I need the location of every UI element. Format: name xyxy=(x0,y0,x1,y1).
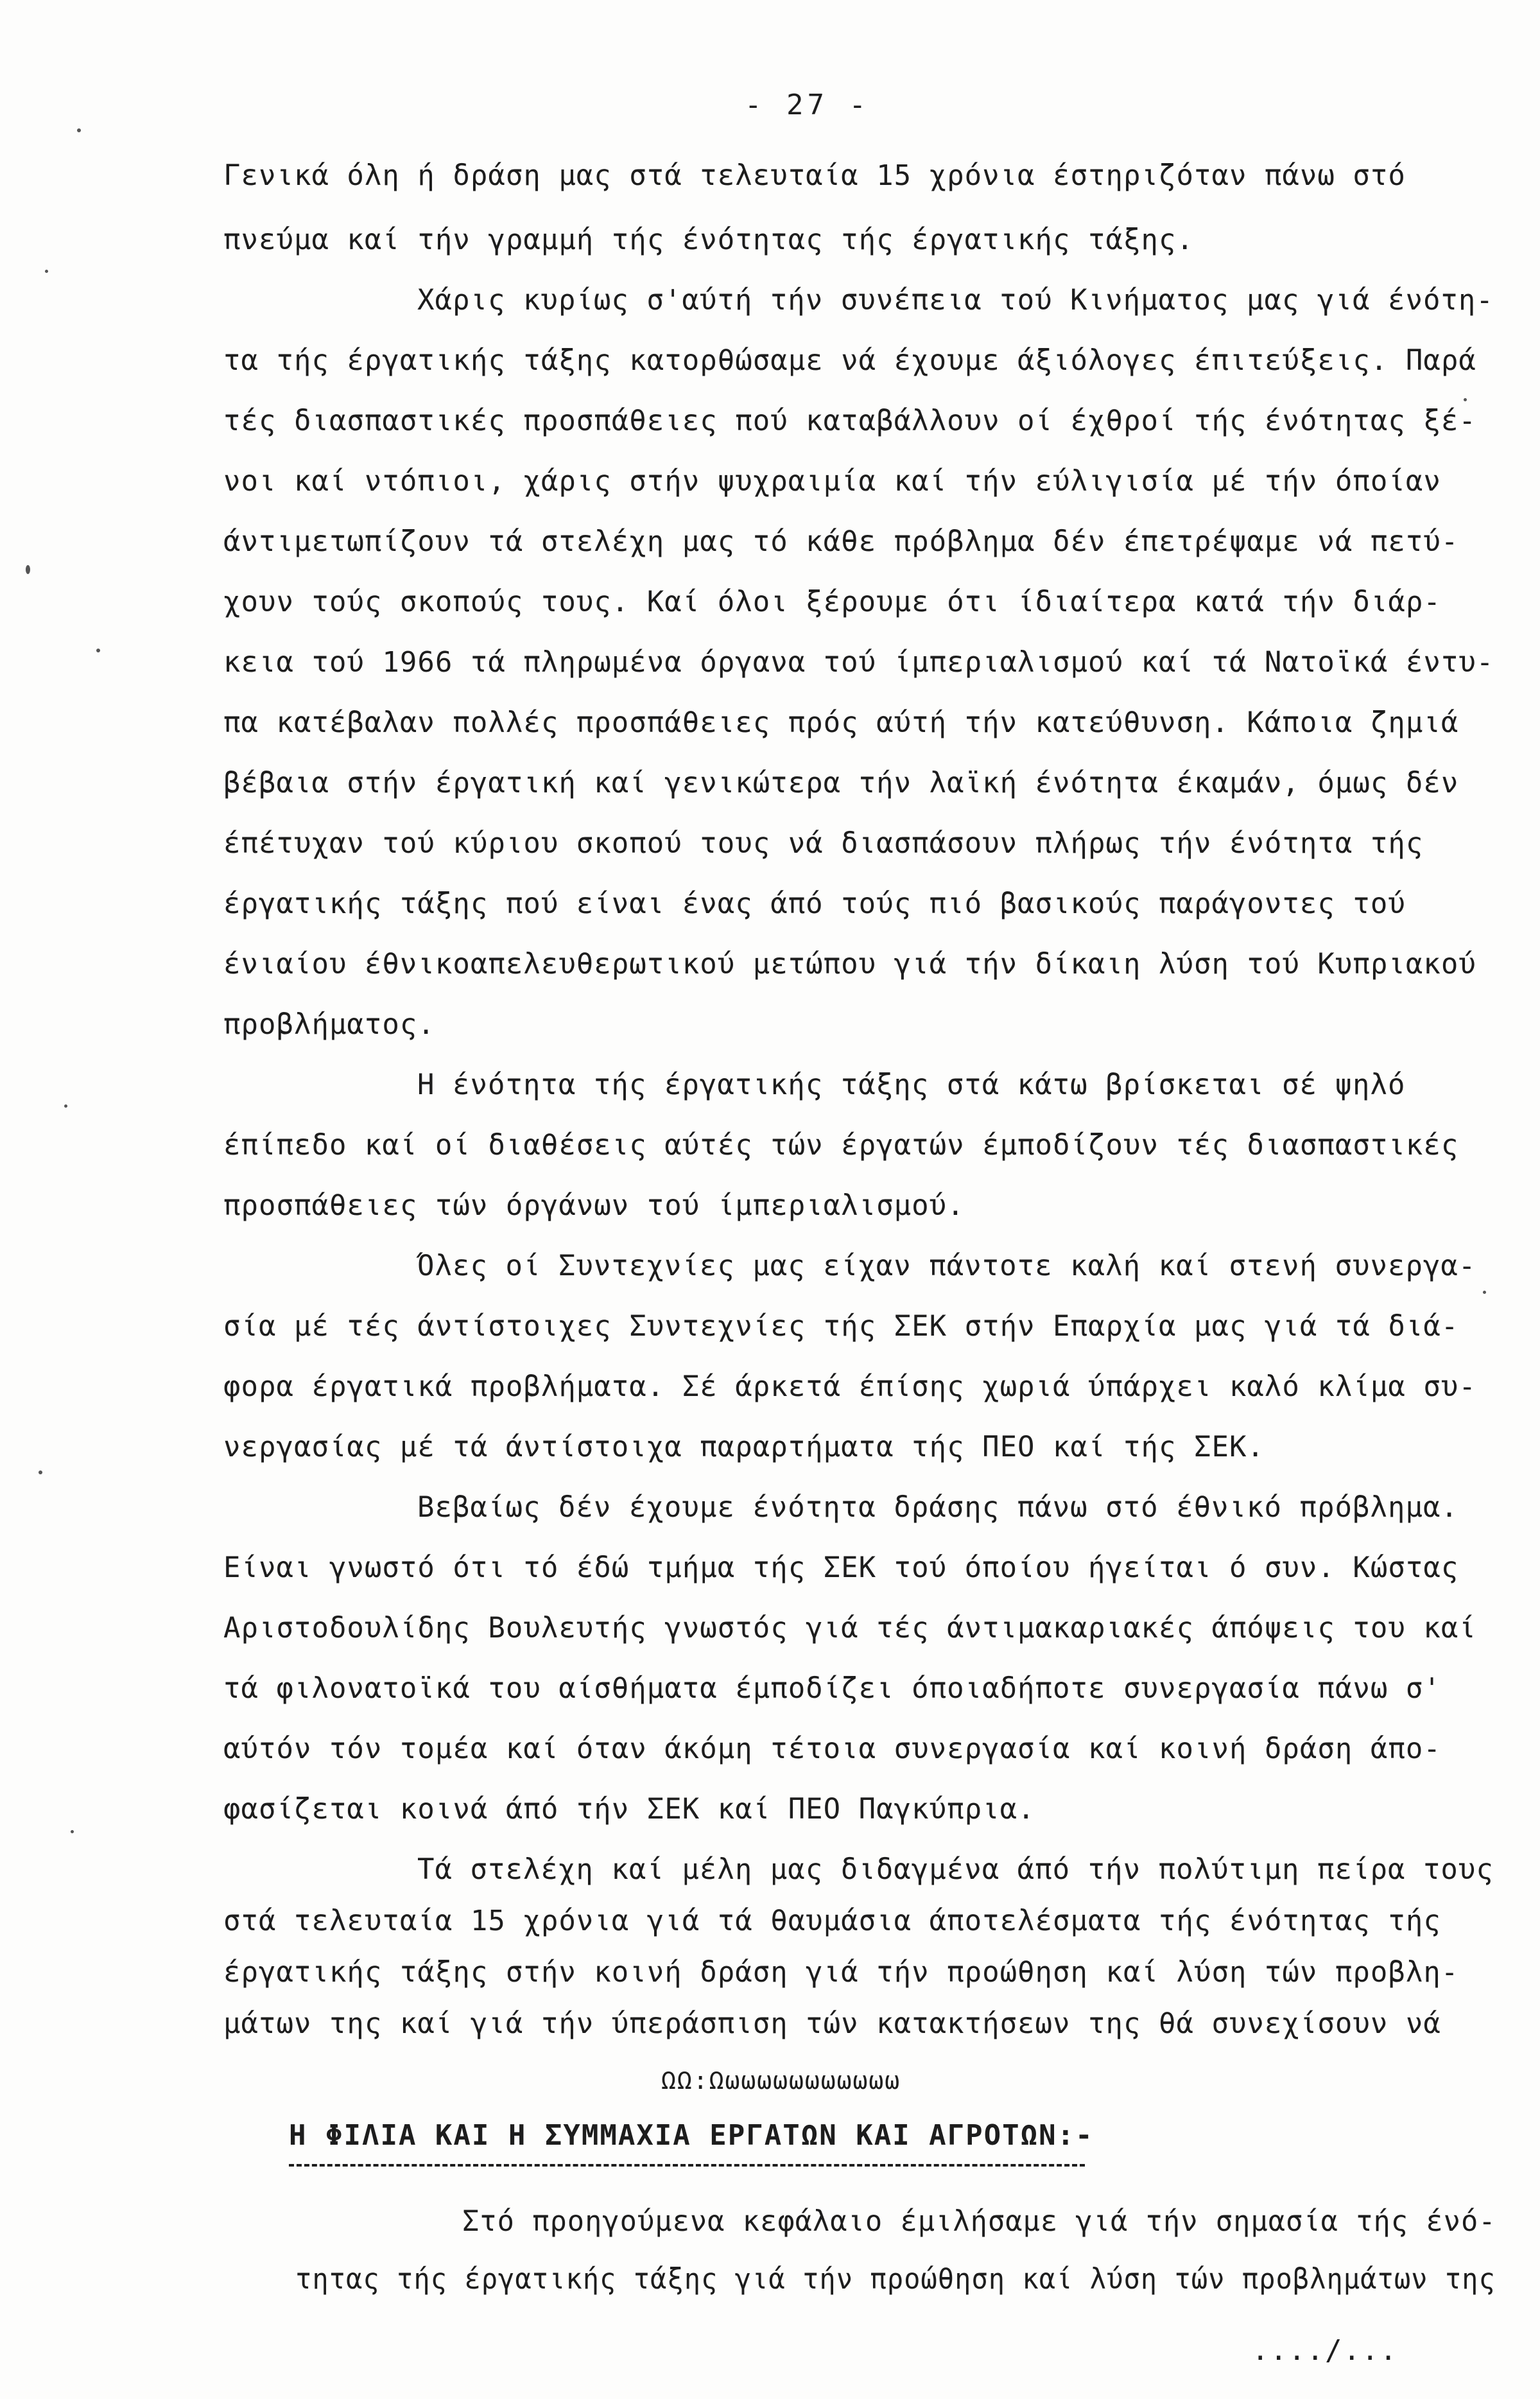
text-line: έπέτυχαν τού κύριου σκοπού τους νά διασπάσουν πλήρως τήν ένότητα τής xyxy=(223,827,1424,860)
text-line: προσπάθειες τών όργάνων τού ίμπεριαλισμού. xyxy=(223,1189,965,1222)
continuation-marker: ..../... xyxy=(1252,2334,1398,2367)
text-line: φορα έργατικά προβλήματα. Σέ άρκετά έπίσης χωριά ύπάρχει καλό κλίμα συ- xyxy=(223,1370,1476,1403)
scan-speck xyxy=(71,1830,74,1833)
scan-speck xyxy=(26,565,30,574)
text-line: αύτόν τόν τομέα καί όταν άκόμη τέτοια συνεργασία καί κοινή δράση άπο- xyxy=(223,1732,1441,1765)
scan-speck xyxy=(96,649,100,652)
text-line: νοι καί ντόπιοι, χάρις στήν ψυχραιμία καί τήν εύλιγισία μέ τήν όποίαν xyxy=(223,465,1441,498)
text-line: πα κατέβαλαν πολλές προσπάθειες πρός αύτή τήν κατεύθυνση. Κάποια ζημιά xyxy=(223,706,1459,739)
text-line: τα τής έργατικής τάξης κατορθώσαμε νά έχουμε άξιόλογες έπιτεύξεις. Παρά xyxy=(223,344,1476,377)
text-line: πνεύμα καί τήν γραμμή τής ένότητας τής έργατικής τάξης. xyxy=(223,223,1194,256)
text-line: Η ένότητα τής έργατικής τάξης στά κάτω βρίσκεται σέ ψηλό xyxy=(417,1069,1406,1101)
scan-speck xyxy=(45,270,48,273)
section-heading: Η ΦΙΛΙΑ ΚΑΙ Η ΣΥΜΜΑΧΙΑ ΕΡΓΑΤΩΝ ΚΑΙ ΑΓΡΟΤΩΝ:- xyxy=(289,2119,1094,2152)
text-line: Χάρις κυρίως σ'αύτή τήν συνέπεια τού Κινήματος μας γιά ένότη- xyxy=(417,284,1494,317)
text-line: Όλες οί Συντεχνίες μας είχαν πάντοτε καλή καί στενή συνεργα- xyxy=(417,1250,1476,1282)
scan-speck xyxy=(77,128,81,132)
text-line: τές διασπαστικές προσπάθειες πού καταβάλλουν οί έχθροί τής ένότητας ξέ- xyxy=(223,405,1476,437)
text-line: άντιμετωπίζουν τά στελέχη μας τό κάθε πρόβλημα δέν έπετρέψαμε νά πετύ- xyxy=(223,525,1459,558)
page-number: - 27 - xyxy=(745,89,870,121)
text-line: Βεβαίως δέν έχουμε ένότητα δράσης πάνω στό έθνικό πρόβλημα. xyxy=(417,1491,1458,1524)
text-line: ένιαίου έθνικοαπελευθερωτικού μετώπου γιά τήν δίκαιη λύση τού Κυπριακού xyxy=(223,948,1476,981)
text-line: νεργασίας μέ τά άντίστοιχα παραρτήματα τής ΠΕΟ καί τής ΣΕΚ. xyxy=(223,1431,1265,1463)
text-line: μάτων της καί γιά τήν ύπεράσπιση τών κατακτήσεων της θά συνεχίσουν νά xyxy=(223,2007,1441,2040)
scan-speck xyxy=(39,1470,42,1474)
text-line: Είναι γνωστό ότι τό έδώ τμήμα τής ΣΕΚ τού όποίου ήγείται ό συν. Κώστας xyxy=(223,1551,1459,1584)
text-line: τά φιλονατοϊκά του αίσθήματα έμποδίζει όποιαδήποτε συνεργασία πάνω σ' xyxy=(223,1672,1441,1705)
text-line: έργατικής τάξης στήν κοινή δράση γιά τήν προώθηση καί λύση τών προβλη- xyxy=(223,1956,1459,1989)
text-line: τητας τής έργατικής τάξης γιά τήν προώθηση καί λύση τών προβλημάτων της xyxy=(295,2263,1496,2296)
scan-speck xyxy=(1464,398,1467,401)
text-line: στά τελευταία 15 χρόνια γιά τά θαυμάσια άποτελέσματα τής ένότητας τής xyxy=(223,1905,1441,1937)
text-line: προβλήματος. xyxy=(223,1008,435,1041)
section-divider: ΩΩ:Ωωωωωωωωωωωω xyxy=(661,2066,901,2095)
text-line: φασίζεται κοινά άπό τήν ΣΕΚ καί ΠΕΟ Παγκύπρια. xyxy=(223,1793,1035,1826)
text-line: σία μέ τές άντίστοιχες Συντεχνίες τής ΣΕΚ στήν Επαρχία μας γιά τά διά- xyxy=(223,1310,1459,1343)
scan-speck xyxy=(64,1104,67,1108)
text-line: έπίπεδο καί οί διαθέσεις αύτές τών έργατών έμποδίζουν τές διασπαστικές xyxy=(223,1129,1459,1162)
text-line: χουν τούς σκοπούς τους. Καί όλοι ξέρουμε ότι ίδιαίτερα κατά τήν διάρ- xyxy=(223,586,1441,618)
scan-speck xyxy=(1483,1291,1486,1294)
text-line: Τά στελέχη καί μέλη μας διδαγμένα άπό τήν πολύτιμη πείρα τους xyxy=(417,1853,1494,1886)
text-line: Γενικά όλη ή δράση μας στά τελευταία 15 χρόνια έστηριζόταν πάνω στό xyxy=(223,159,1406,192)
text-line: έργατικής τάξης πού είναι ένας άπό τούς πιό βασικούς παράγοντες τού xyxy=(223,887,1406,920)
heading-underline xyxy=(289,2164,1085,2167)
text-line: βέβαια στήν έργατική καί γενικώτερα τήν λαϊκή ένότητα έκαμάν, όμως δέν xyxy=(223,767,1459,799)
text-line: κεια τού 1966 τά πληρωμένα όργανα τού ίμπεριαλισμού καί τά Νατοϊκά έντυ- xyxy=(223,646,1494,679)
text-line: Στό προηγούμενα κεφάλαιο έμιλήσαμε γιά τήν σημασία τής ένό- xyxy=(462,2205,1496,2238)
text-line: Αριστοδουλίδης Βουλευτής γνωστός γιά τές άντιμακαριακές άπόψεις του καί xyxy=(223,1612,1476,1644)
